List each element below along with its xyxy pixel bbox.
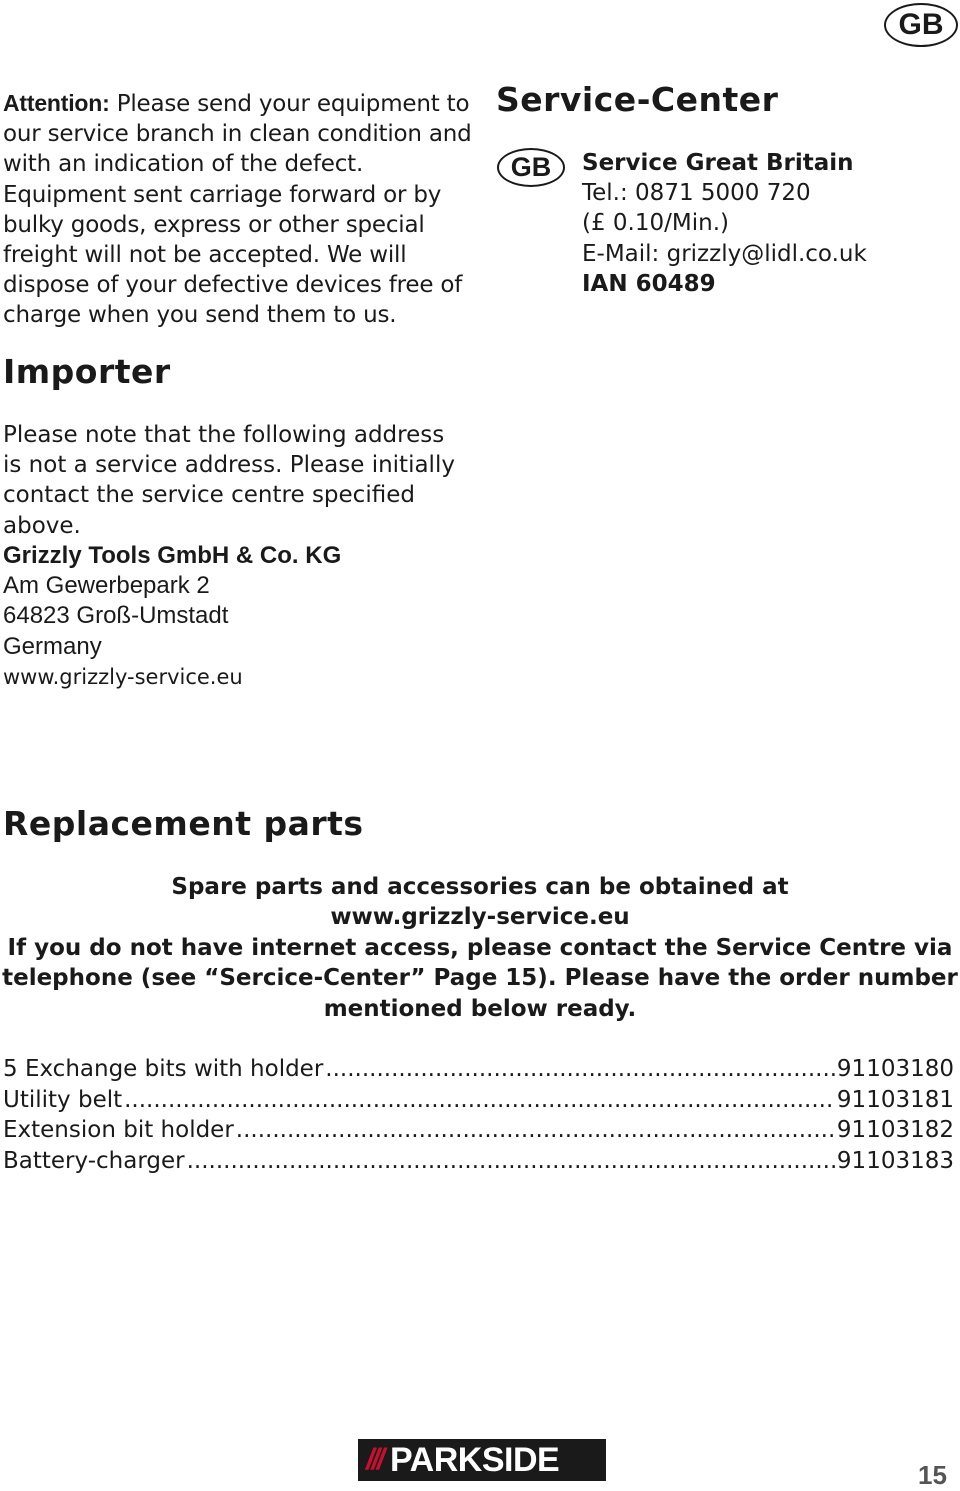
- replacement-website: www.grizzly-service.eu: [330, 904, 630, 931]
- parts-list: [3, 1054, 954, 1176]
- attention-text: Please send your equipment to our service branch in clean condition and with an indication of the defect. Equipment sent carriage forward or by bulky goods, express or other special freight will not be accepted. We will dispose of your defective devices free of charge when you send them to us.: [3, 91, 472, 329]
- company-name: Grizzly Tools GmbH & Co. KG: [3, 542, 342, 569]
- service-country-badge: GB: [497, 148, 565, 187]
- service-phone: Tel.: 0871 5000 720: [582, 180, 811, 207]
- replacement-info-line: If you do not have internet access, please contact the Service Centre via: [7, 934, 953, 961]
- dot-leader: [325, 1054, 835, 1085]
- part-name: Battery-charger: [3, 1147, 185, 1174]
- service-ian: IAN 60489: [582, 270, 716, 297]
- importer-note: Please note that the following address is not a service address. Please initially contact the service centre specified above.: [3, 422, 455, 539]
- attention-label: Attention:: [3, 90, 110, 116]
- part-name: 5 Exchange bits with holder: [3, 1056, 324, 1082]
- part-row: [3, 1085, 954, 1116]
- part-row: [3, 1146, 954, 1177]
- attention-paragraph: [3, 88, 473, 331]
- replacement-info: [0, 872, 960, 1024]
- part-row: [3, 1054, 954, 1085]
- replacement-info-line: telephone (see “Sercice-Center” Page 15). Please have the order number: [2, 965, 958, 992]
- service-name: Service Great Britain: [582, 150, 854, 176]
- replacement-parts-heading: Replacement parts: [3, 804, 364, 843]
- service-contact-block: [582, 148, 867, 299]
- importer-website: www.grizzly-service.eu: [3, 664, 243, 689]
- dot-leader: [187, 1146, 835, 1177]
- replacement-info-line: mentioned below ready.: [323, 995, 637, 1022]
- address-city: 64823 Groß-Umstadt: [3, 602, 229, 630]
- country-badge-gb: GB: [884, 3, 958, 47]
- part-number: 91103182: [836, 1117, 954, 1143]
- importer-address: [3, 541, 341, 692]
- replacement-info-line: Spare parts and accessories can be obtained at: [171, 874, 789, 900]
- part-row: [3, 1115, 954, 1146]
- part-number: 91103180: [836, 1056, 954, 1082]
- dot-leader: [236, 1115, 835, 1146]
- importer-heading: Importer: [3, 352, 171, 391]
- part-number: 91103181: [836, 1086, 954, 1113]
- dot-leader: [124, 1085, 835, 1116]
- service-center-heading: Service-Center: [496, 80, 779, 119]
- address-street: Am Gewerbepark 2: [3, 572, 210, 600]
- logo-slashes: ///: [366, 1443, 383, 1476]
- page-number: 15: [918, 1460, 947, 1490]
- logo-wordmark: PARKSIDE: [390, 1440, 560, 1479]
- part-name: Extension bit holder: [3, 1117, 234, 1143]
- address-country: Germany: [3, 632, 102, 660]
- parkside-logo: [358, 1439, 606, 1481]
- part-number: 91103183: [836, 1147, 954, 1174]
- part-name: Utility belt: [3, 1086, 123, 1113]
- service-rate: (£ 0.10/Min.): [582, 210, 729, 237]
- service-email: E-Mail: grizzly@lidl.co.uk: [582, 240, 867, 267]
